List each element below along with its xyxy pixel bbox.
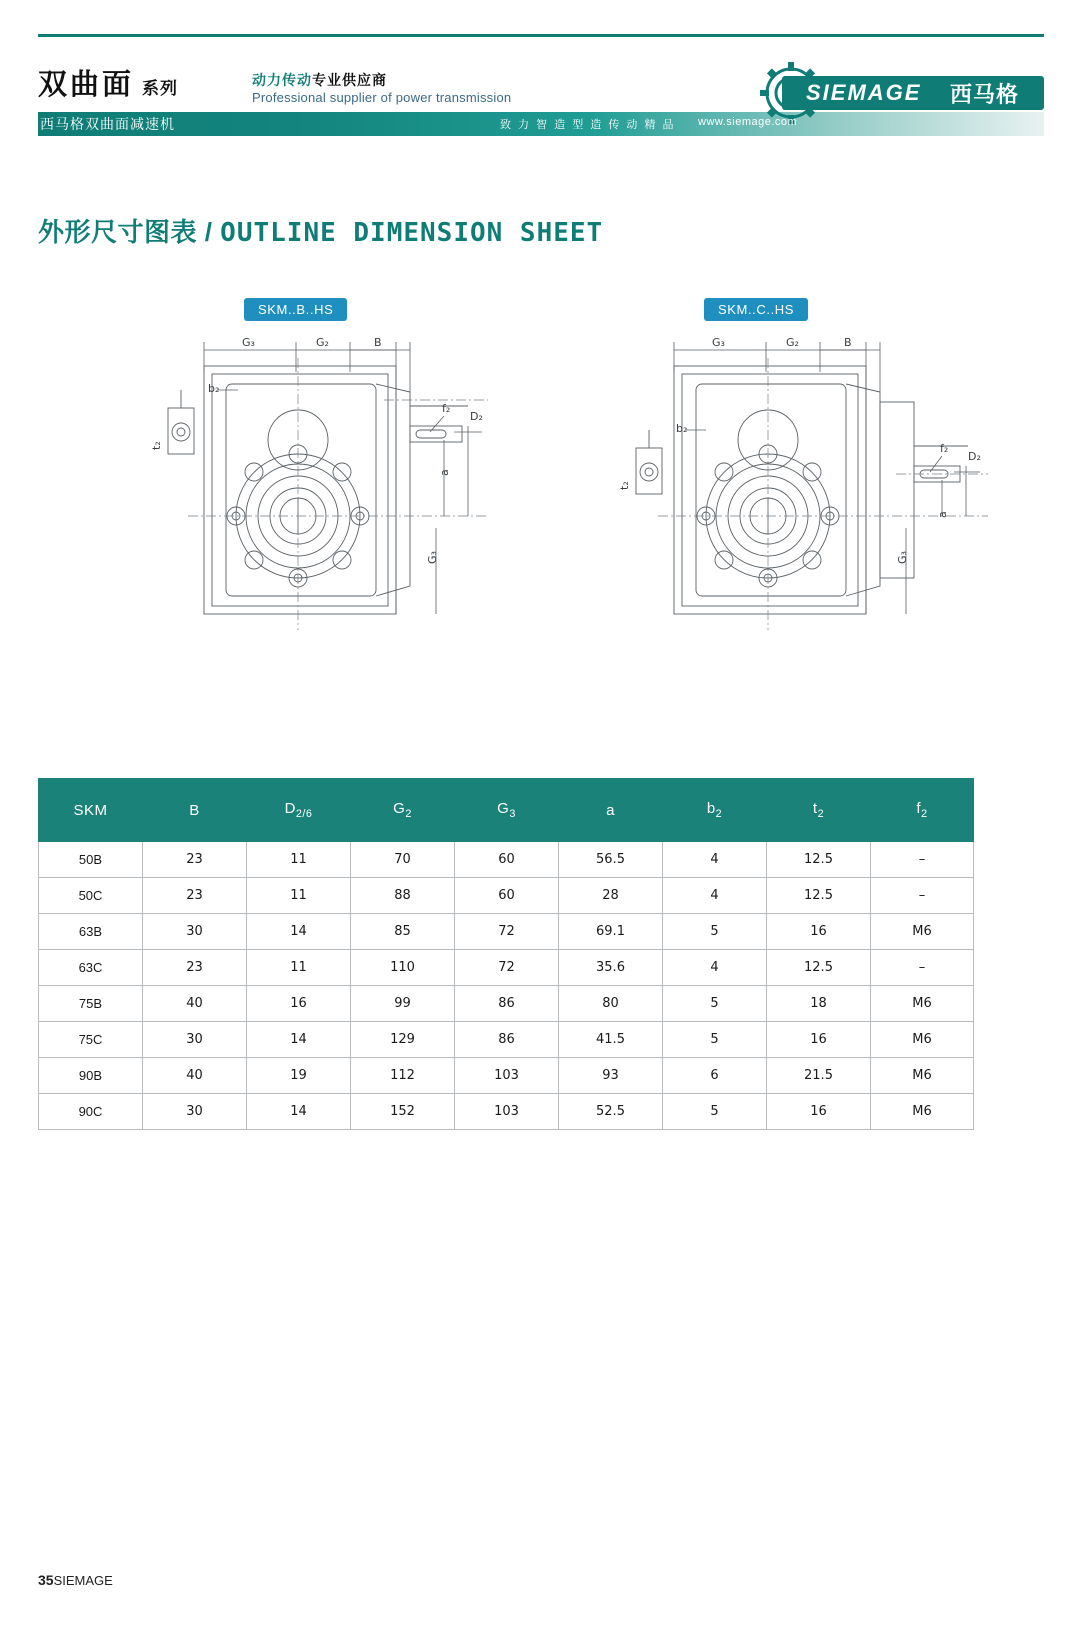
table-header-row <box>39 779 974 842</box>
col-header-skm: SKM <box>39 779 143 842</box>
header-slogan-cn-part1: 动力传动 <box>252 72 312 88</box>
table-body <box>39 842 974 1130</box>
footer-brand: SIEMAGE <box>53 1573 113 1588</box>
dim-label-b2-right: b₂ <box>676 422 688 435</box>
cell-a: 69.1 <box>559 914 663 950</box>
cell-b2: 5 <box>663 1022 767 1058</box>
dim-label-d2-left: D₂ <box>470 410 483 423</box>
dim-label-a-left: a <box>438 469 451 476</box>
cell-model: 75C <box>39 1022 143 1058</box>
dim-label-g2-top-right: G₂ <box>786 336 799 349</box>
company-logo <box>754 58 1044 130</box>
table-row <box>39 842 974 878</box>
dim-label-b2-left: b₂ <box>208 382 220 395</box>
dim-label-t2-left: t₂ <box>150 441 163 450</box>
cell-b2: 5 <box>663 914 767 950</box>
col-header-a: a <box>559 779 663 842</box>
cell-model: 63B <box>39 914 143 950</box>
cell-t2: 12.5 <box>767 950 871 986</box>
cell-b: 23 <box>143 842 247 878</box>
cell-f2: M6 <box>871 1058 974 1094</box>
table-row <box>39 950 974 986</box>
cell-d2: 16 <box>247 986 351 1022</box>
cell-f2: M6 <box>871 914 974 950</box>
drawing-skm-b-hs <box>148 280 628 680</box>
cell-t2: 12.5 <box>767 842 871 878</box>
cell-t2: 21.5 <box>767 1058 871 1094</box>
cell-g3: 72 <box>455 914 559 950</box>
top-divider <box>38 34 1044 37</box>
cell-t2: 18 <box>767 986 871 1022</box>
page-header <box>38 56 1044 140</box>
cell-model: 50C <box>39 878 143 914</box>
drawing-area <box>38 280 1044 680</box>
page-title-en: OUTLINE DIMENSION SHEET <box>220 218 604 248</box>
cell-model: 90B <box>39 1058 143 1094</box>
header-website-url[interactable]: www.siemage.com <box>698 116 798 128</box>
cell-b: 30 <box>143 914 247 950</box>
cell-t2: 12.5 <box>767 878 871 914</box>
dim-label-b-top-left: B <box>374 336 382 349</box>
cell-t2: 16 <box>767 1094 871 1130</box>
cell-b2: 6 <box>663 1058 767 1094</box>
cell-b2: 5 <box>663 1094 767 1130</box>
page-footer <box>38 1572 113 1588</box>
col-header-b: B <box>143 779 247 842</box>
dim-label-f2-right: f₂ <box>940 442 949 455</box>
cell-d2: 11 <box>247 878 351 914</box>
col-header-g2: $G_2$ <box>351 779 455 842</box>
drawing-svg-right <box>608 280 1082 680</box>
cell-f2: M6 <box>871 1022 974 1058</box>
cell-d2: 11 <box>247 842 351 878</box>
cell-b: 30 <box>143 1094 247 1130</box>
table-row <box>39 1022 974 1058</box>
dim-label-t2-right: t₂ <box>618 481 631 490</box>
cell-g2: 99 <box>351 986 455 1022</box>
cell-g3: 60 <box>455 878 559 914</box>
table-row <box>39 1058 974 1094</box>
logo-wordmark: SIEMAGE <box>806 80 922 105</box>
col-header-f2: $f_2$ <box>871 779 974 842</box>
cell-g3: 103 <box>455 1058 559 1094</box>
cell-g2: 88 <box>351 878 455 914</box>
header-slogan-cn <box>252 70 387 90</box>
cell-f2: M6 <box>871 1094 974 1130</box>
table-row <box>39 914 974 950</box>
col-header-b2: $b_2$ <box>663 779 767 842</box>
cell-a: 41.5 <box>559 1022 663 1058</box>
cell-d2: 19 <box>247 1058 351 1094</box>
cell-a: 28 <box>559 878 663 914</box>
cell-g3: 60 <box>455 842 559 878</box>
dim-label-g3-top-right: G₃ <box>712 336 725 349</box>
drawing-tag-right: SKM..C..HS <box>704 298 808 321</box>
cell-g2: 110 <box>351 950 455 986</box>
header-band-cn: 致 力 智 造 型 造 传 动 精 品 <box>500 119 676 131</box>
table-row <box>39 1094 974 1130</box>
cell-g2: 85 <box>351 914 455 950</box>
dim-label-f2-left: f₂ <box>442 402 451 415</box>
page-title-cn: 外形尺寸图表 / <box>38 217 221 247</box>
cell-a: 56.5 <box>559 842 663 878</box>
cell-b: 40 <box>143 1058 247 1094</box>
dimension-table-wrapper <box>38 778 973 1130</box>
cell-model: 90C <box>39 1094 143 1130</box>
cell-b2: 4 <box>663 950 767 986</box>
page-title <box>38 212 603 249</box>
col-header-g3: $G_3$ <box>455 779 559 842</box>
cell-a: 52.5 <box>559 1094 663 1130</box>
dimension-table <box>38 778 974 1130</box>
cell-model: 63C <box>39 950 143 986</box>
dim-label-g3-top-left: G₃ <box>242 336 255 349</box>
cell-model: 50B <box>39 842 143 878</box>
cell-b: 23 <box>143 950 247 986</box>
dim-label-b-top-right: B <box>844 336 852 349</box>
drawing-svg-left <box>148 280 628 680</box>
cell-g3: 103 <box>455 1094 559 1130</box>
cell-b2: 5 <box>663 986 767 1022</box>
cell-a: 35.6 <box>559 950 663 986</box>
col-header-d2: $D_{2/6}$ <box>247 779 351 842</box>
dim-label-a-right: a <box>936 511 949 518</box>
cell-b: 30 <box>143 1022 247 1058</box>
cell-model: 75B <box>39 986 143 1022</box>
cell-b2: 4 <box>663 842 767 878</box>
cell-g2: 70 <box>351 842 455 878</box>
cell-g3: 72 <box>455 950 559 986</box>
drawing-tag-left: SKM..B..HS <box>244 298 347 321</box>
cell-f2: M6 <box>871 986 974 1022</box>
cell-d2: 11 <box>247 950 351 986</box>
cell-d2: 14 <box>247 1094 351 1130</box>
cell-g2: 129 <box>351 1022 455 1058</box>
cell-f2: – <box>871 950 974 986</box>
dim-label-g3-side-left: G₃ <box>426 551 439 564</box>
dim-label-g2-top-left: G₂ <box>316 336 329 349</box>
cell-t2: 16 <box>767 914 871 950</box>
cell-t2: 16 <box>767 1022 871 1058</box>
cell-b: 23 <box>143 878 247 914</box>
cell-b: 40 <box>143 986 247 1022</box>
cell-a: 93 <box>559 1058 663 1094</box>
col-header-t2: $t_2$ <box>767 779 871 842</box>
cell-g2: 112 <box>351 1058 455 1094</box>
dim-label-g3-side-right: G₃ <box>896 551 909 564</box>
cell-f2: – <box>871 878 974 914</box>
cell-g3: 86 <box>455 1022 559 1058</box>
brand-title-cn: 双曲面 <box>38 69 135 101</box>
drawing-skm-c-hs <box>608 280 1082 680</box>
page-number: 35 <box>38 1572 54 1588</box>
table-row <box>39 986 974 1022</box>
cell-a: 80 <box>559 986 663 1022</box>
header-slogan-en: Professional supplier of power transmission <box>252 90 512 105</box>
logo-wordmark-cn: 西马格 <box>950 82 1020 107</box>
dim-label-d2-right: D₂ <box>968 450 981 463</box>
cell-b2: 4 <box>663 878 767 914</box>
cell-f2: – <box>871 842 974 878</box>
cell-d2: 14 <box>247 1022 351 1058</box>
header-slogan-cn-part2: 专业供应商 <box>312 72 387 88</box>
brand-title <box>38 62 178 103</box>
cell-d2: 14 <box>247 914 351 950</box>
cell-g2: 152 <box>351 1094 455 1130</box>
table-row <box>39 878 974 914</box>
cell-g3: 86 <box>455 986 559 1022</box>
brand-subtitle-cn: 西马格双曲面减速机 <box>40 116 175 132</box>
brand-series-cn: 系列 <box>142 79 179 98</box>
